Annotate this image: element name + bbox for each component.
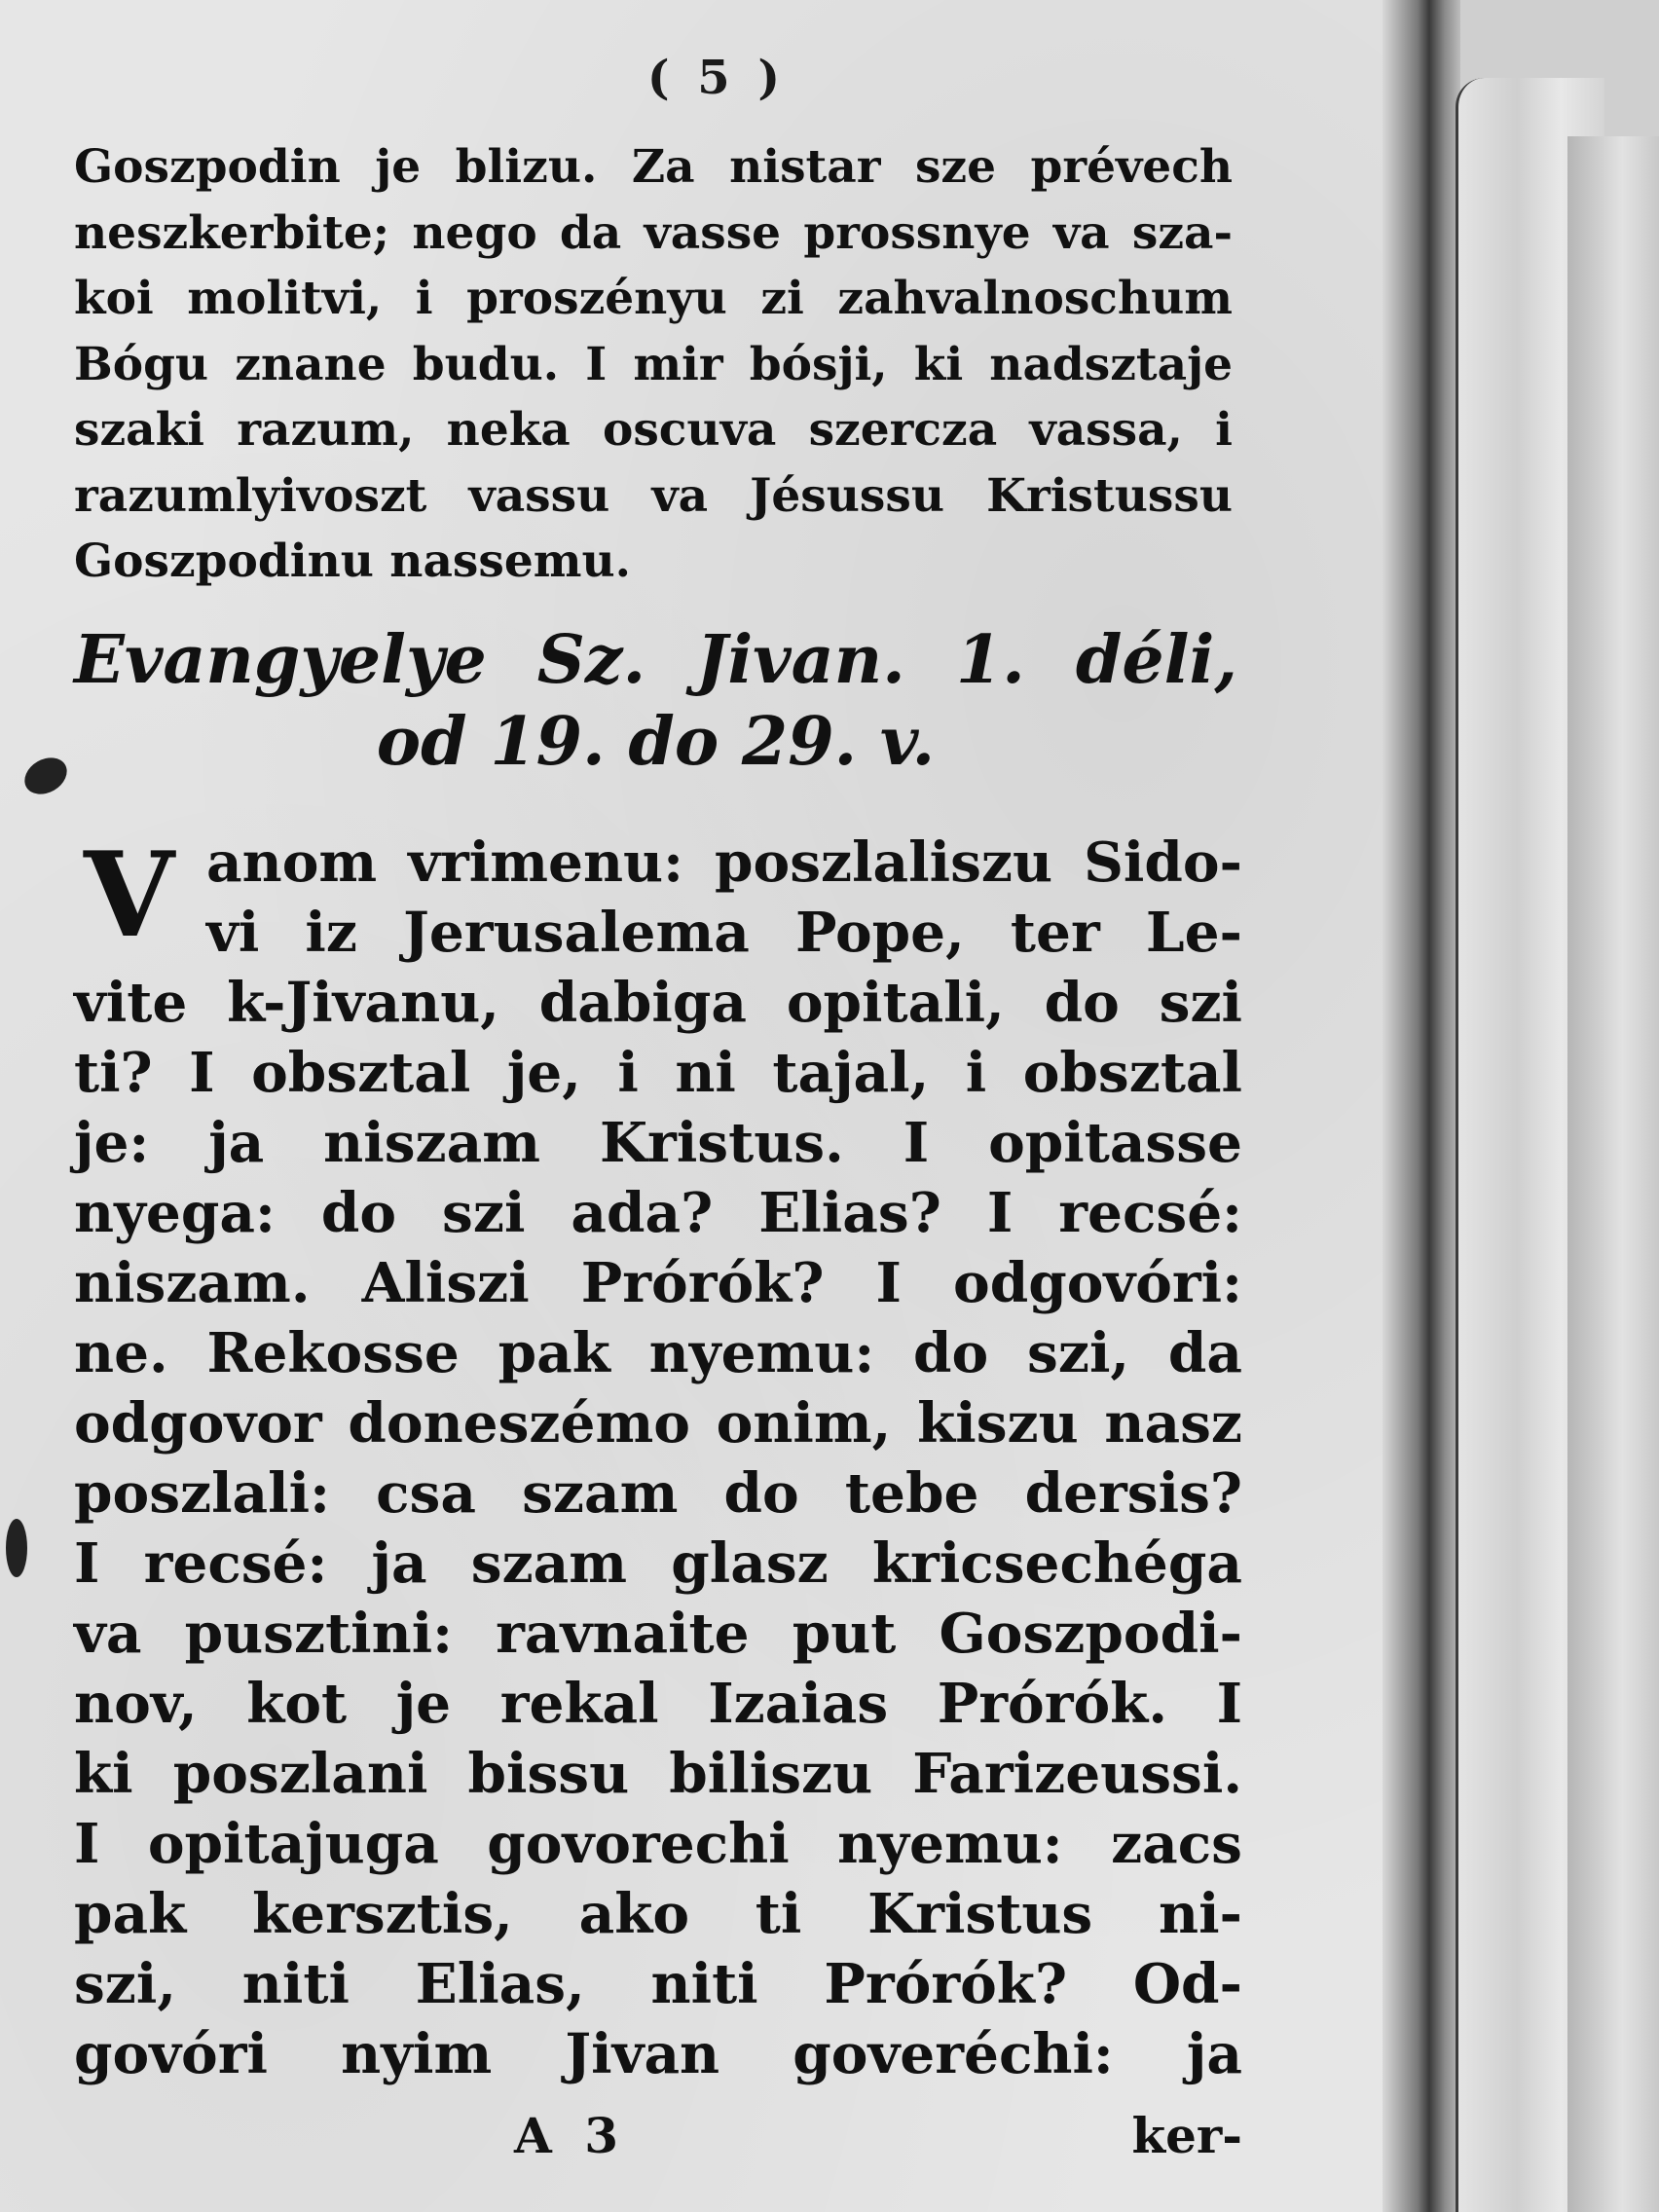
text-line: Bógu znane budu. I mir bósji, ki nadsztaje — [74, 337, 1233, 391]
text-line: niszam. Aliszi Prórók? I odgovóri: — [74, 1251, 1242, 1315]
text-line: Goszpodinu nassemu. — [74, 535, 631, 588]
text-line: anom vrimenu: poszlaliszu Sido- — [206, 830, 1242, 895]
text-line: nyega: do szi ada? Elias? I recsé: — [74, 1181, 1242, 1245]
text-line: va pusztini: ravnaite put Goszpodi- — [74, 1602, 1242, 1666]
text-line: vi iz Jerusalema Pope, ter Le- — [206, 901, 1242, 965]
text-line: pak kersztis, ako ti Kristus ni- — [74, 1882, 1242, 1946]
page-footer — [74, 2107, 1242, 2165]
text-line: poszlali: csa szam do tebe dersis? — [74, 1461, 1242, 1526]
text-line: odgovor doneszémo onim, kiszu nasz — [74, 1391, 1242, 1456]
drop-cap: V — [84, 827, 175, 964]
text-line: szaki razum, neka oscuva szercza vassa, i — [74, 403, 1233, 457]
text-line: ne. Rekosse pak nyemu: do szi, da — [74, 1321, 1242, 1385]
ink-blot — [18, 751, 74, 801]
page-number: ( 5 ) — [646, 51, 787, 105]
ink-blot — [6, 1519, 27, 1577]
text-line: je: ja niszam Kristus. I opitasse — [74, 1111, 1242, 1175]
text-line: razumlyivoszt vassu va Jésussu Kristussu — [74, 468, 1233, 523]
heading-line: Evangyelye Sz. Jivan. 1. déli, — [74, 621, 1237, 699]
book-gutter — [1382, 0, 1460, 2212]
text-line: I recsé: ja szam glasz kricsechéga — [74, 1531, 1242, 1596]
text-line: I opitajuga govorechi nyemu: zacs — [74, 1812, 1242, 1876]
text-line: koi molitvi, i proszényu zi zahvalnoschum — [74, 272, 1233, 325]
section-heading — [74, 619, 1237, 783]
text-line: ti? I obsztal je, i ni tajal, i obsztal — [74, 1041, 1242, 1105]
heading-line: od 19. do 29. v. — [376, 703, 936, 781]
text-line: Goszpodin je blizu. Za nistar sze prévech — [74, 140, 1233, 194]
text-line: govóri nyim Jivan goveréchi: ja — [74, 2022, 1242, 2086]
text-line: szi, niti Elias, niti Prórók? Od- — [74, 1952, 1242, 2016]
catchword: ker- — [1131, 2107, 1242, 2164]
book-cover-edge — [1567, 136, 1659, 2212]
text-line: ki poszlani bissu biliszu Farizeussi. — [74, 1742, 1242, 1806]
text-line: neszkerbite; nego da vasse prossnye va sza- — [74, 205, 1233, 260]
text-line: nov, kot je rekal Izaias Prórók. I — [74, 1672, 1242, 1736]
paragraph-epistle-end — [74, 134, 1233, 595]
signature-mark: A 3 — [514, 2107, 626, 2164]
gospel-text — [74, 828, 1242, 2089]
text-line: vite k-Jivanu, dabiga opitali, do szi — [74, 971, 1242, 1035]
